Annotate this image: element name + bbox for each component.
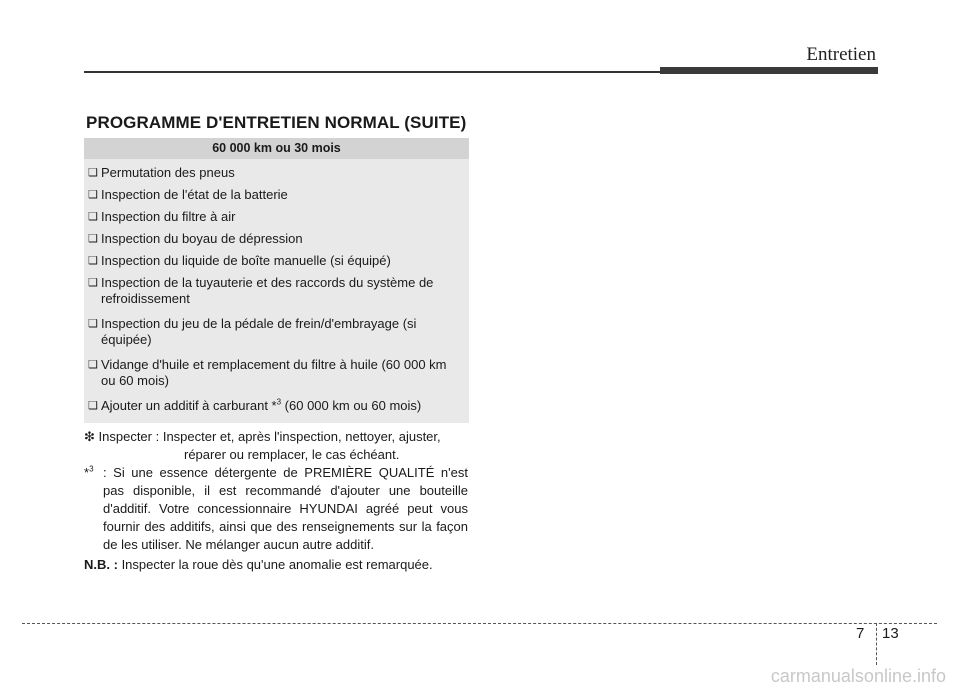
list-item-text: Inspection du liquide de boîte manuelle (si équipé) [101,253,391,268]
checkbox-icon: ❑ [88,211,98,223]
list-item [84,396,469,416]
list-item [84,251,469,271]
list-item-text: Vidange d'huile et remplacement du filtre à huile (60 000 km ou 60 mois) [101,357,447,388]
additive-note-text: : Si une essence détergente de PREMIÈRE QUALITÉ n'est pas disponible, il est recommandé d'ajouter une bouteille d'additif. Votre concessionnaire HYUNDAI agréé peut vous fournir des additifs, ainsi que des renseignements sur la façon de les utiliser. Ne mélanger aucun autre additif. [103,465,468,552]
list-item [84,355,469,391]
list-item-text: Inspection du filtre à air [101,209,236,224]
watermark: carmanualsonline.info [770,666,946,686]
inspect-continuation: réparer ou remplacer, le cas échéant. [184,447,400,462]
list-item-text: Inspection de l'état de la batterie [101,187,288,202]
checkbox-icon: ❑ [88,167,98,179]
chapter-number: 7 [856,625,865,642]
nb-label: N.B. : [84,557,118,572]
checkbox-icon: ❑ [88,359,98,371]
checkbox-icon: ❑ [88,255,98,267]
nb-text: Inspecter la roue dès qu'une anomalie est remarquée. [117,557,433,572]
page-number: 13 [882,625,899,642]
inspect-label: Inspecter : Inspecter et, après l'inspection, nettoyer, ajuster, [94,429,441,444]
inspect-mark-icon: ❇ [84,429,95,444]
list-item-text: Permutation des pneus [101,165,235,180]
notes [84,428,468,574]
section-title: PROGRAMME D'ENTRETIEN NORMAL (SUITE) [86,113,467,132]
list-item-text: Inspection du boyau de dépression [101,231,303,246]
list-item [84,207,469,227]
table-body [84,159,469,423]
inspect-note [84,428,468,464]
list-item [84,273,469,309]
list-item-text: Inspection de la tuyauterie et des raccords du système de refroidissement [101,275,434,306]
checkbox-icon: ❑ [88,233,98,245]
list-item [84,229,469,249]
list-item-text: Inspection du jeu de la pédale de frein/d'embrayage (si équipée) [101,316,417,347]
list-item [84,163,469,183]
header-rule-thick [660,67,878,74]
footer-dashed-rule [22,623,937,624]
checkbox-icon: ❑ [88,400,98,412]
checkbox-icon: ❑ [88,318,98,330]
header-rule-thin [84,71,660,73]
list-item [84,185,469,205]
footer-vertical-divider [876,623,877,665]
list-item [84,314,469,350]
maintenance-table [84,138,469,423]
table-heading: 60 000 km ou 30 mois [84,138,469,159]
chapter-header-title: Entretien [806,44,876,65]
footnote-mark: *$^3$ [84,464,94,480]
checkbox-icon: ❑ [88,189,98,201]
additive-note [84,464,468,554]
nb-note [84,556,468,574]
checkbox-icon: ❑ [88,277,98,289]
list-item-text: Ajouter un additif à carburant *$^3$ (60 000 km ou 60 mois) [101,397,422,413]
